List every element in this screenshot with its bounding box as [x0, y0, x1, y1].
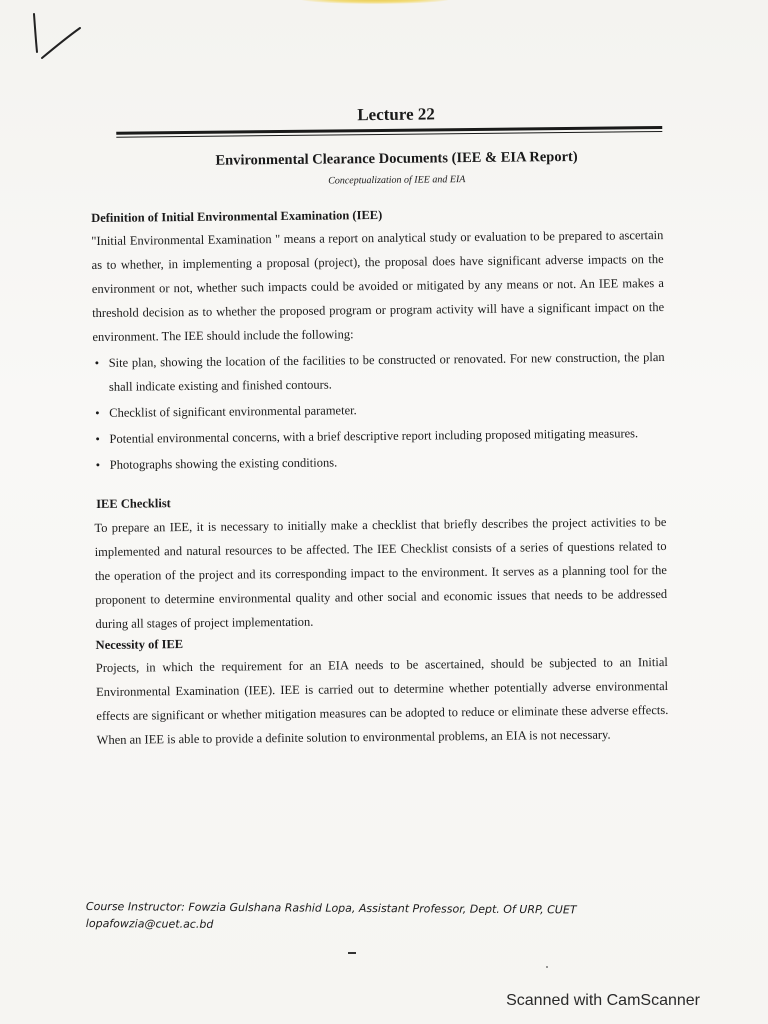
- checklist-heading: IEE Checklist: [96, 496, 171, 511]
- footer: [86, 898, 577, 935]
- document-content: [90, 102, 669, 752]
- document-subtitle: Conceptualization of IEE and EIA: [328, 174, 466, 187]
- scan-speck: [546, 966, 548, 968]
- lecture-title: Lecture 22: [357, 104, 435, 125]
- page-mark-dash: [348, 952, 356, 954]
- list-item-text: Potential environmental concerns, with a brief descriptive report including proposed mitigating measures.: [109, 426, 639, 446]
- top-highlight-smudge: [300, 0, 450, 4]
- definition-heading: Definition of Initial Environmental Examination (IEE): [91, 207, 383, 225]
- list-item: [93, 395, 665, 425]
- course-instructor: Course Instructor: Fowzia Gulshana Rashid Lopa, Assistant Professor, Dept. Of URP, CUET: [85, 899, 577, 917]
- list-item-text: Checklist of significant environmental parameter.: [109, 403, 357, 420]
- handwritten-check-mark: [28, 8, 88, 64]
- instructor-email: lopafowzia@cuet.ac.bd: [85, 916, 214, 931]
- bullet-icon: •: [95, 457, 101, 472]
- list-item: [93, 421, 665, 451]
- necessity-heading: Necessity of IEE: [95, 637, 184, 652]
- bullet-icon: •: [94, 355, 100, 370]
- iee-includes-list: [93, 345, 666, 477]
- document-title: Environmental Clearance Documents (IEE & EIA Report): [215, 148, 578, 169]
- camscanner-watermark: Scanned with CamScanner: [506, 992, 700, 1009]
- necessity-paragraph: Projects, in which the requirement for an EIA needs to be ascertained, should be subjected to an Initial Environmental Examination (IEE). IEE is carried out to determine whether potentially adverse environmental effects are significant or whether mitigation measures can be adopted to reduce or eliminate these adverse effects. When an IEE is able to provide a definite solution to environmental problems, an EIA is not necessary.: [95, 654, 669, 747]
- bullet-icon: •: [95, 431, 100, 446]
- list-item: [93, 345, 665, 399]
- list-item-text: Photographs showing the existing conditions.: [109, 455, 338, 472]
- list-item-text: Site plan, showing the location of the facilities to be constructed or renovated. For new construction, the plan shall indicate existing and finished contours.: [108, 349, 665, 394]
- checklist-paragraph: To prepare an IEE, it is necessary to initially make a checklist that briefly describes the project activities to be implemented and natural resources to be affected. The IEE Checklist consists of a series of questions related to the operation of the project and its corresponding impact to the environment. It serves as a planning tool for the proponent to determine environmental quality and other social and economic issues that needs to be addressed during all stages of project implementation.: [94, 514, 668, 631]
- definition-paragraph: "Initial Environmental Examination " means a report on analytical study or evaluation to be prepared to ascertain as to whether, in implementing a proposal (project), the proposal does have significant adverse impacts on the environment or not, whether such impacts could be avoided or mitigated by any means or not. An IEE makes a threshold decision as to whether the proposed program or program activity will have a significant impact on the environment. The IEE should include the following:: [91, 228, 665, 344]
- bullet-icon: •: [95, 405, 100, 420]
